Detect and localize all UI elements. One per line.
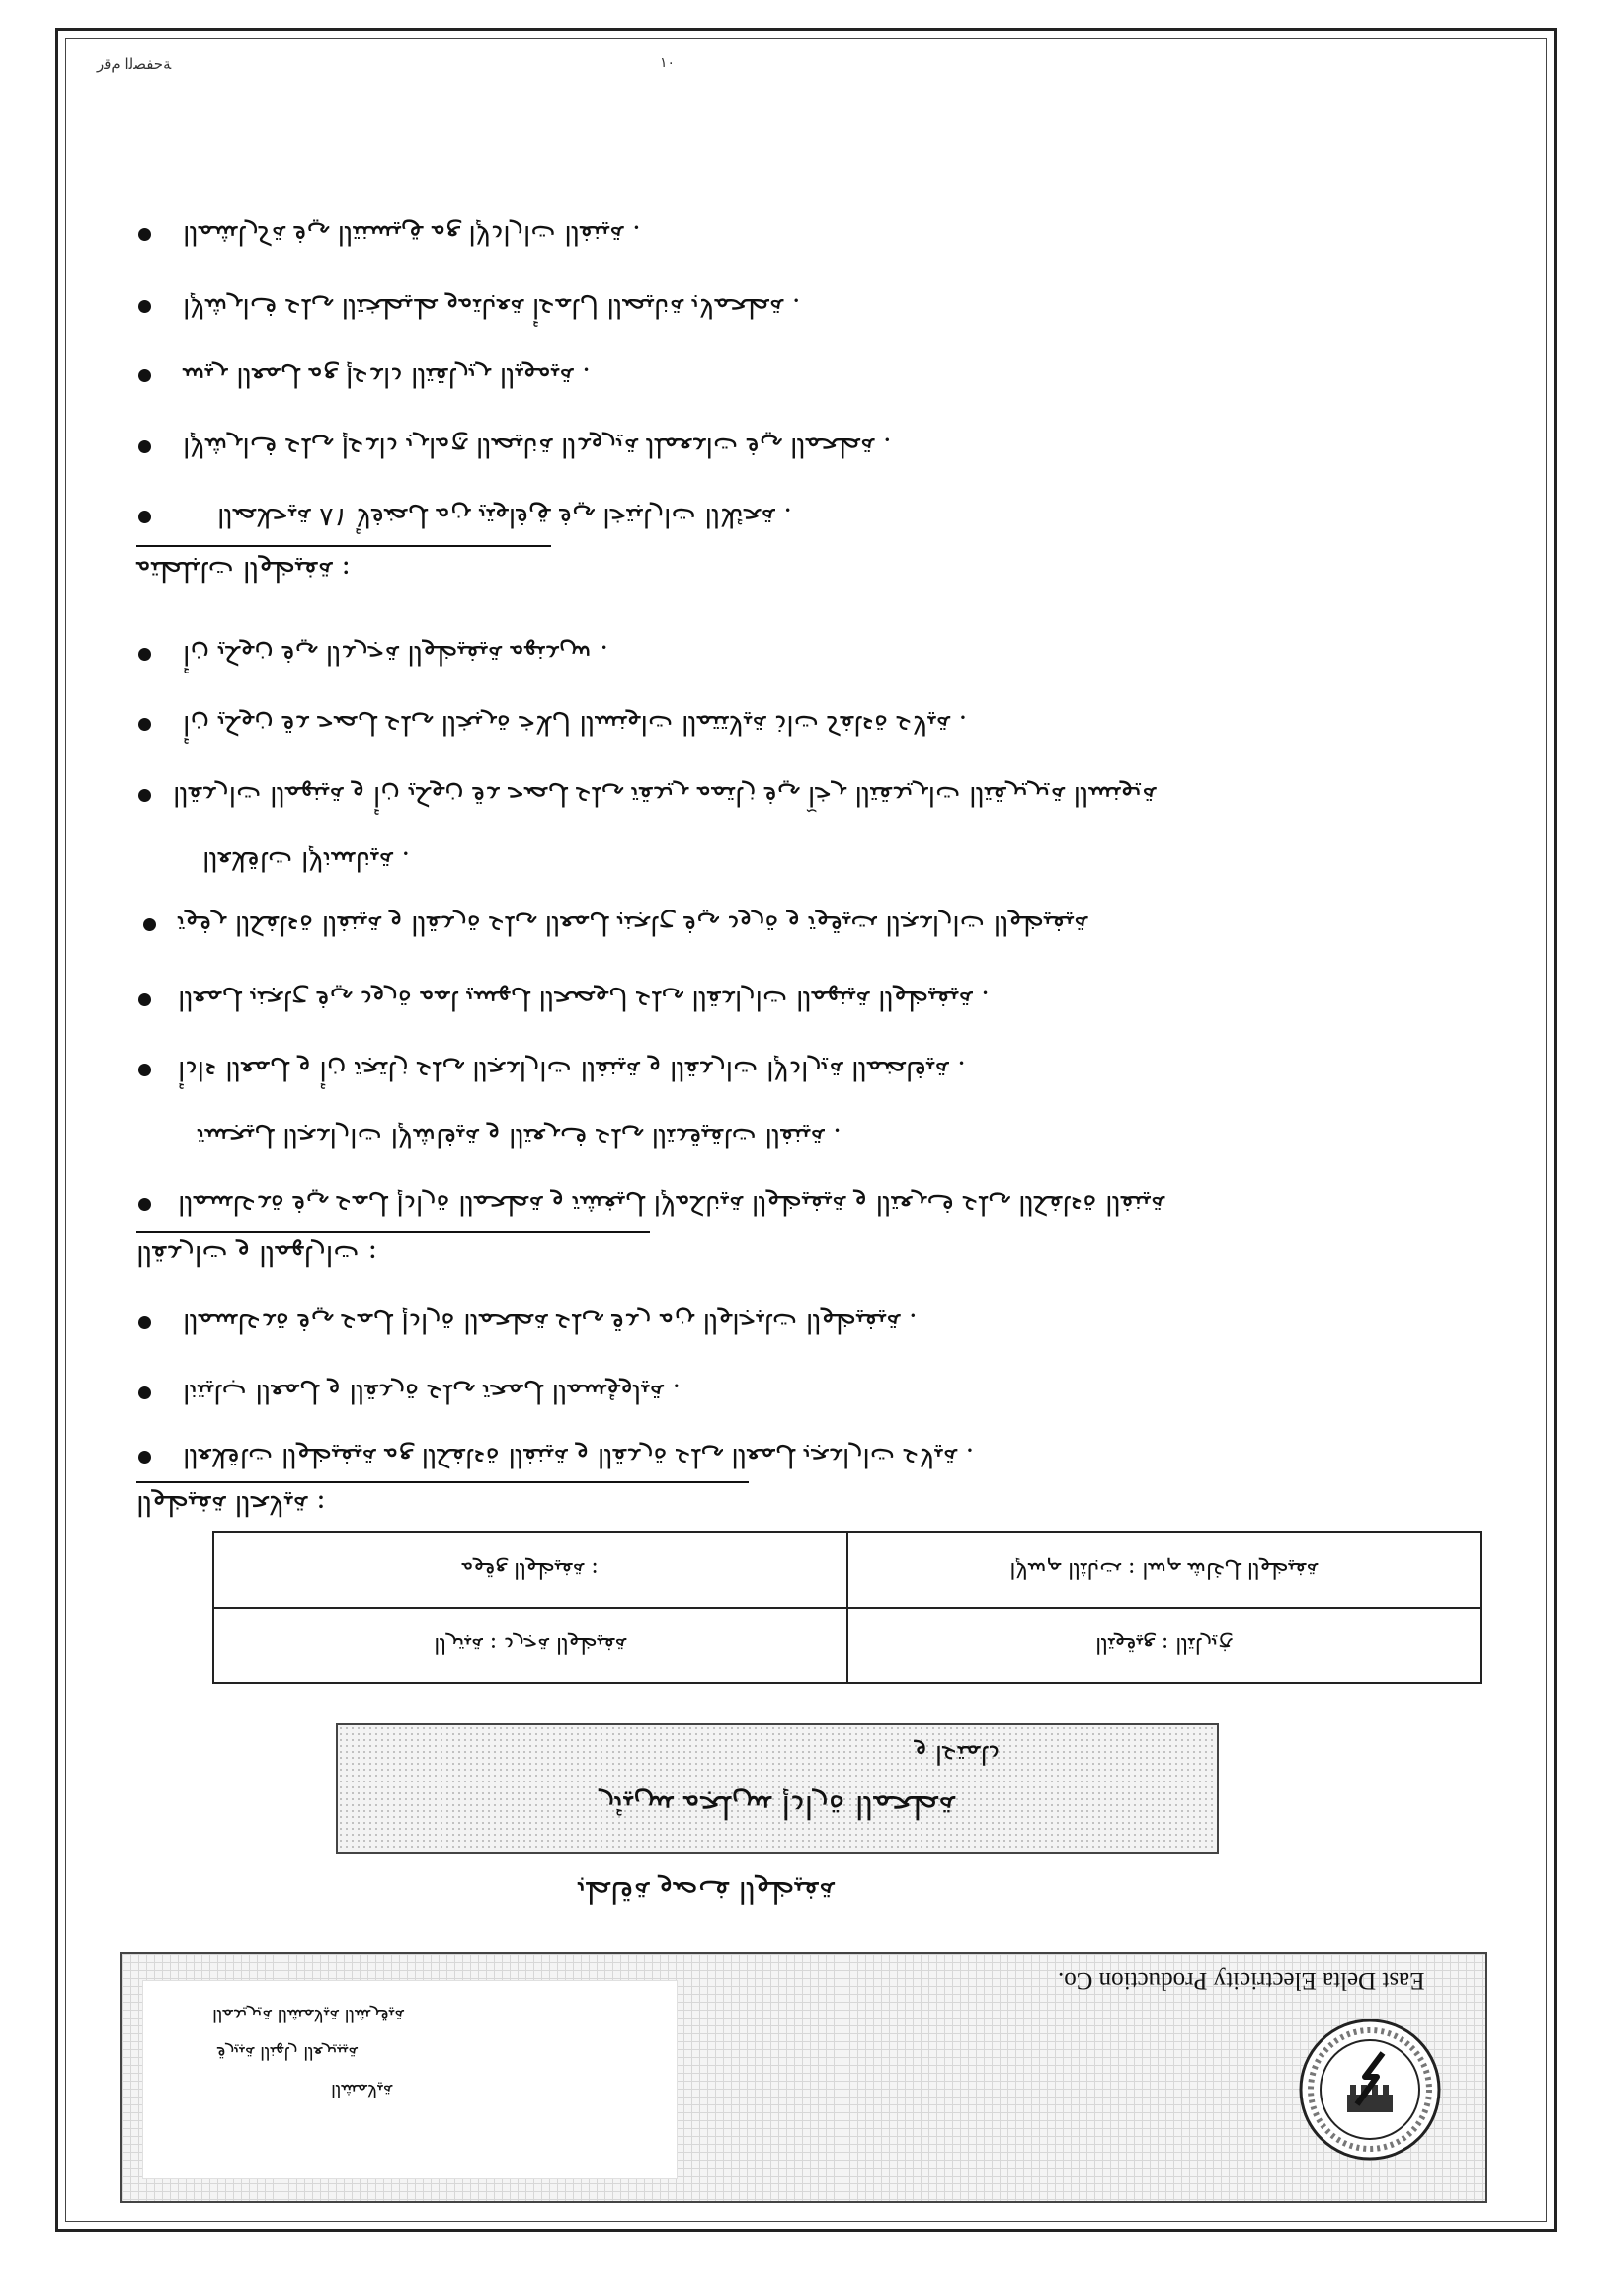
bullet-icon: [138, 718, 151, 731]
signature-table: [212, 1531, 1482, 1684]
company-footer: [120, 1952, 1487, 2203]
page-number: ١٠: [660, 55, 676, 71]
company-logo-icon: [1296, 2016, 1444, 2164]
section2-item: ﺔﻴﻨﻔﻟﺍ ﺓﺀﺎﻔﻜﻟﺍ ﻰﻠﻋ ﻑﺮﻌﺘﻟﺍ ﻭ ﺔﻴﻔﻴﻇﻮﻟﺍ ﺔﻴﻧﺎﻜﻣﻹﺍ ﻞﻴﻐﺸﺗ ﻭ ﺔﻄﺤﻤﻟﺍ ﺓﺭﺍﺩﺇ ﻞﻤﻋ ﻲﻓ ﺓﺪﻋﺎﺴﻤﻟﺍ: [178, 1189, 1165, 1220]
bullet-icon: [138, 1386, 151, 1399]
section2-item: ﺱﺪﻨﻬﻣ ﺔﻴﻔﻴﻇﻮﻟﺍ ﺔﺟﺭﺪﻟﺍ ﻲﻓ ﻥﻮﻜﻳ ﻥﺃ .: [183, 639, 608, 670]
section1-item: ﺔﻄﺤﻤﻟﺍ ﻲﻓ ﺕﺍﺪﻌﻤﻠﻟ ﺔﻳﺭﻭﺪﻟﺍ ﺔﻧﺎﻴﺼﻟﺍ ﺞﻣﺍﺮﺑ ﺩﺍﺪﻋﺇ ﻰﻠﻋ ﻑﺍﺮﺷﻹﺍ .: [183, 432, 892, 462]
table-cell: ﺦﻳﺭﺎﺘﻟﺍ : ﻊﻴﻗﻮﺘﻟﺍ: [847, 1608, 1482, 1684]
approval-line-2: ﺔﻄﺤﻤﻟﺍ ﺓﺭﺍﺩﺇ ﺲﻠﺠﻣ ﺲﻴﺋﺭ: [600, 1788, 955, 1826]
section1-item: ﺔﻄﺤﻤﻟﺎﺑ ﺔﻧﺎﻴﺼﻟﺍ ﻝﺎﻤﻋﺃ ﺔﻌﺑﺎﺘﻣﻭ ﻂﻴﻄﺨﺘﻟﺍ ﻰﻠﻋ ﻑﺍﺮﺷﻹﺍ .: [183, 292, 801, 323]
section3-heading: ﺔﻴﻟﺎﺤﻟﺍ ﺔﻔﻴﻇﻮﻟﺍ :: [136, 1489, 326, 1522]
section-rule: [136, 1481, 749, 1483]
section1-item: ﺔﺤﺋﻼﻟﺍ ﺕﺍﺭﺎﺒﺘﺧﺍ ﻲﻓ ﻖﻓﺍﻮﺘﻳ ﻦﻣ ﻞﻀﻓﻷ ٨١ ﺔﻴﺣﻼﺼﻟﺍ .: [217, 502, 792, 532]
company-name: East Delta Electricity Production Co.: [1057, 1967, 1424, 1994]
bullet-icon: [138, 228, 151, 241]
section2-heading: ﺕﺍﺭﺎﻬﻤﻟﺍ ﻭ ﺕﺍﺭﺪﻘﻟﺍ :: [136, 1239, 378, 1272]
section1-item: ﺔﻴﻣﻮﻴﻟﺍ ﺮﻳﺭﺎﻘﺘﻟﺍ ﺩﺍﺪﻋﺇ ﻊﻣ ﻞﻤﻌﻟﺍ ﺮﻴﺳ .: [183, 361, 591, 392]
header-label: ﺔﺣﻔﺼﻟﺍ ﻡﻗﺭ: [97, 55, 172, 73]
section2-item-continued: ﺔﻴﻧﺎﺴﻧﻹﺍ ﺕﺎﻗﻼﻌﻟﺍ .: [202, 845, 411, 876]
section2-item: ﺔﻳﻮﻨﺴﻟﺍ ﺔﻳﺮﻳﺮﻘﺘﻟﺍ ﺕﺍﺮﻳﺪﻘﺘﻟﺍ ﺮﺧﺁ ﻲﻓ ﺯﺎﺘﻤﻣ ﺮﻳﺪﻘﺗ ﻰﻠﻋ ﻞﺼﺣ ﺪﻗ ﻥﻮﻜﻳ ﻥﺃ ﻭ ﺔﻴﻨﻬﻤﻟﺍ ﺕﺍﺭﺪﻘﻟﺍ: [173, 780, 1157, 811]
address-block: [142, 1980, 678, 2179]
section2-item: ﺔﻴﻔﻴﻇﻮﻟﺍ ﺔﻴﻨﻬﻤﻟﺍ ﺕﺍﺭﺍﺪﻘﻟﺍ ﻰﻠﻋ ﻝﻮﺼﺤﻟﺍ ﻞﻬﺴﻳ ﺎﻤﻣ ﺓﺭﻭﺩ ﻲﻓ ﺡﺎﺠﻨﺑ ﻞﻤﻌﻟﺍ .: [178, 985, 990, 1015]
bullet-icon: [138, 993, 151, 1006]
section2-item: ﺔﻴﻔﻴﻇﻮﻟﺍ ﺕﺍﺭﺍﺪﺠﻟﺍ ﺖﻴﻗﻮﺗ ﻭ ﺓﺭﻭﺩ ﻲﻓ ﺡﺎﺠﻨﺑ ﻞﻤﻌﻟﺍ ﻰﻠﻋ ﺓﺭﺪﻘﻟﺍ ﻭ ﺔﻴﻨﻔﻟﺍ ﺓﺀﺎﻔﻜﻟﺍ ﺮﻓﻮﺗ: [178, 910, 1088, 940]
bullet-icon: [138, 511, 151, 523]
bullet-icon: [138, 369, 151, 382]
bullet-icon: [138, 300, 151, 313]
bullet-icon: [138, 789, 151, 802]
section3-item: ﺔﻴﻔﻴﻇﻮﻟﺍ ﺕﺎﺒﺟﺍﻮﻟﺍ ﻦﻣ ﺭﺪﻗ ﻰﻠﻋ ﺔﻄﺤﻤﻟﺍ ﺓﺭﺍﺩﺇ ﻞﻤﻋ ﻲﻓ ﺓﺪﻋﺎﺴﻤﻟﺍ .: [183, 1307, 918, 1338]
bullet-icon: [138, 440, 151, 453]
section1-heading: ﺔﻔﻴﻇﻮﻟﺍ ﺕﺎﺒﻠﻄﺘﻣ :: [136, 555, 351, 588]
bullet-icon: [138, 1316, 151, 1329]
section-rule: [136, 1231, 650, 1233]
table-cell: ﺔﻔﻴﻇﻮﻟﺍ ﺔﺟﺭﺩ : ﺔﺒﺗﺮﻟﺍ: [213, 1608, 847, 1684]
approval-box: [336, 1723, 1219, 1854]
section2-item: ﺔﻴﻓﺎﻀﻤﻟﺍ ﺔﻳﺭﺍﺩﻹﺍ ﺕﺍﺭﺪﻘﻟﺍ ﻭ ﺔﻴﻨﻔﻟﺍ ﺕﺍﺭﺍﺪﺠﻟﺍ ﻰﻠﻋ ﺯﺎﺘﺠﺗ ﻥﺃ ﻭ ﻞﻤﻌﻟﺍ ﺀﺍﺩﺃ .: [178, 1055, 966, 1085]
table-cell: ﺔﻔﻴﻇﻮﻟﺍ ﻊﻗﻮﻣ :: [213, 1532, 847, 1608]
bullet-icon: [138, 1198, 151, 1211]
address-line: ﺔﻴﺒﻳﺮﻌﻟﺍ ﺭﺎﻬﻨﻟﺍ ﺔﺒﻳﺭﻗ: [217, 2042, 358, 2063]
bullet-icon: [138, 1064, 151, 1076]
approval-line-1: ﺩﺎﻤﺘﻋﺍ ﻭ: [915, 1739, 1000, 1769]
bullet-icon: [138, 648, 151, 661]
closing-title: ﺔﻔﻴﻇﻮﻟﺍ ﻒﺻﻭ ﺔﻗﺎﻄﺑ: [578, 1874, 835, 1909]
address-line: ﺔﻴﻟﺎﻤﺸﻟﺍ: [331, 2080, 393, 2100]
section2-item-continued: ﺔﻴﻨﻔﻟﺍ ﺕﺎﻘﻴﻗﺪﺘﻟﺍ ﻰﻠﻋ ﻑﺮﻌﺘﻟﺍ ﻭ ﺔﻴﻓﺎﺷﻹﺍ ﺕﺍﺭﺍﺪﺠﻟﺍ ﻞﻴﺠﺴﺗ .: [198, 1122, 842, 1152]
section3-item: ﺔﻴﻟﻭﺆﺴﻤﻟﺍ ﻞﻤﺤﺗ ﻰﻠﻋ ﺓﺭﺪﻘﻟﺍ ﻭ ﻞﻤﻌﻟﺍ ﺏﺎﻴﺘﻧﺍ .: [183, 1378, 682, 1408]
section1-item: ﺔﻴﻨﻔﻟﺍ ﺕﺍﺭﺍﺩﻹﺍ ﻊﻣ ﻖﻴﺴﻨﺘﻟﺍ ﻲﻓ ﺔﻛﺭﺎﺸﻤﻟﺍ .: [183, 219, 641, 250]
section2-item: ﺔﻴﻟﺎﻋ ﺓﺀﺎﻔﻛ ﺕﺍﺫ ﺔﻴﻟﺎﺘﺘﻤﻟﺍ ﺕﺍﻮﻨﺴﻟﺍ ﻝﻼﺧ ﺓﺮﺒﺨﻟﺍ ﻰﻠﻋ ﻞﺼﺣ ﺪﻗ ﻥﻮﻜﻳ ﻥﺃ .: [183, 709, 968, 740]
table-cell: ﺔﻔﻴﻇﻮﻟﺍ ﻞﻏﺎﺷ ﻢﺳﺍ : ﺖﺑﺎﺜﻟﺍ ﻢﺳﻹﺍ: [847, 1532, 1482, 1608]
address-line: ﺔﻴﻗﺮﺸﻟﺍ ﺔﻴﻟﺎﻤﺸﻟﺍ ﺔﻳﺮﻳﺪﻤﻟﺍ: [212, 2005, 404, 2025]
bullet-icon: [138, 1451, 151, 1464]
section3-item: ﺔﻴﻟﺎﻋ ﺕﺍﺭﺍﺪﺠﺑ ﻞﻤﻌﻟﺍ ﻰﻠﻋ ﺓﺭﺪﻘﻟﺍ ﻭ ﺔﻴﻨﻔﻟﺍ ﺓﺀﺎﻔﻜﻟﺍ ﻊﻣ ﺔﻴﻔﻴﻇﻮﻟﺍ ﺕﺎﻗﻼﻌﻟﺍ .: [183, 1442, 975, 1472]
section-rule: [136, 545, 551, 547]
bullet-icon: [143, 918, 156, 931]
